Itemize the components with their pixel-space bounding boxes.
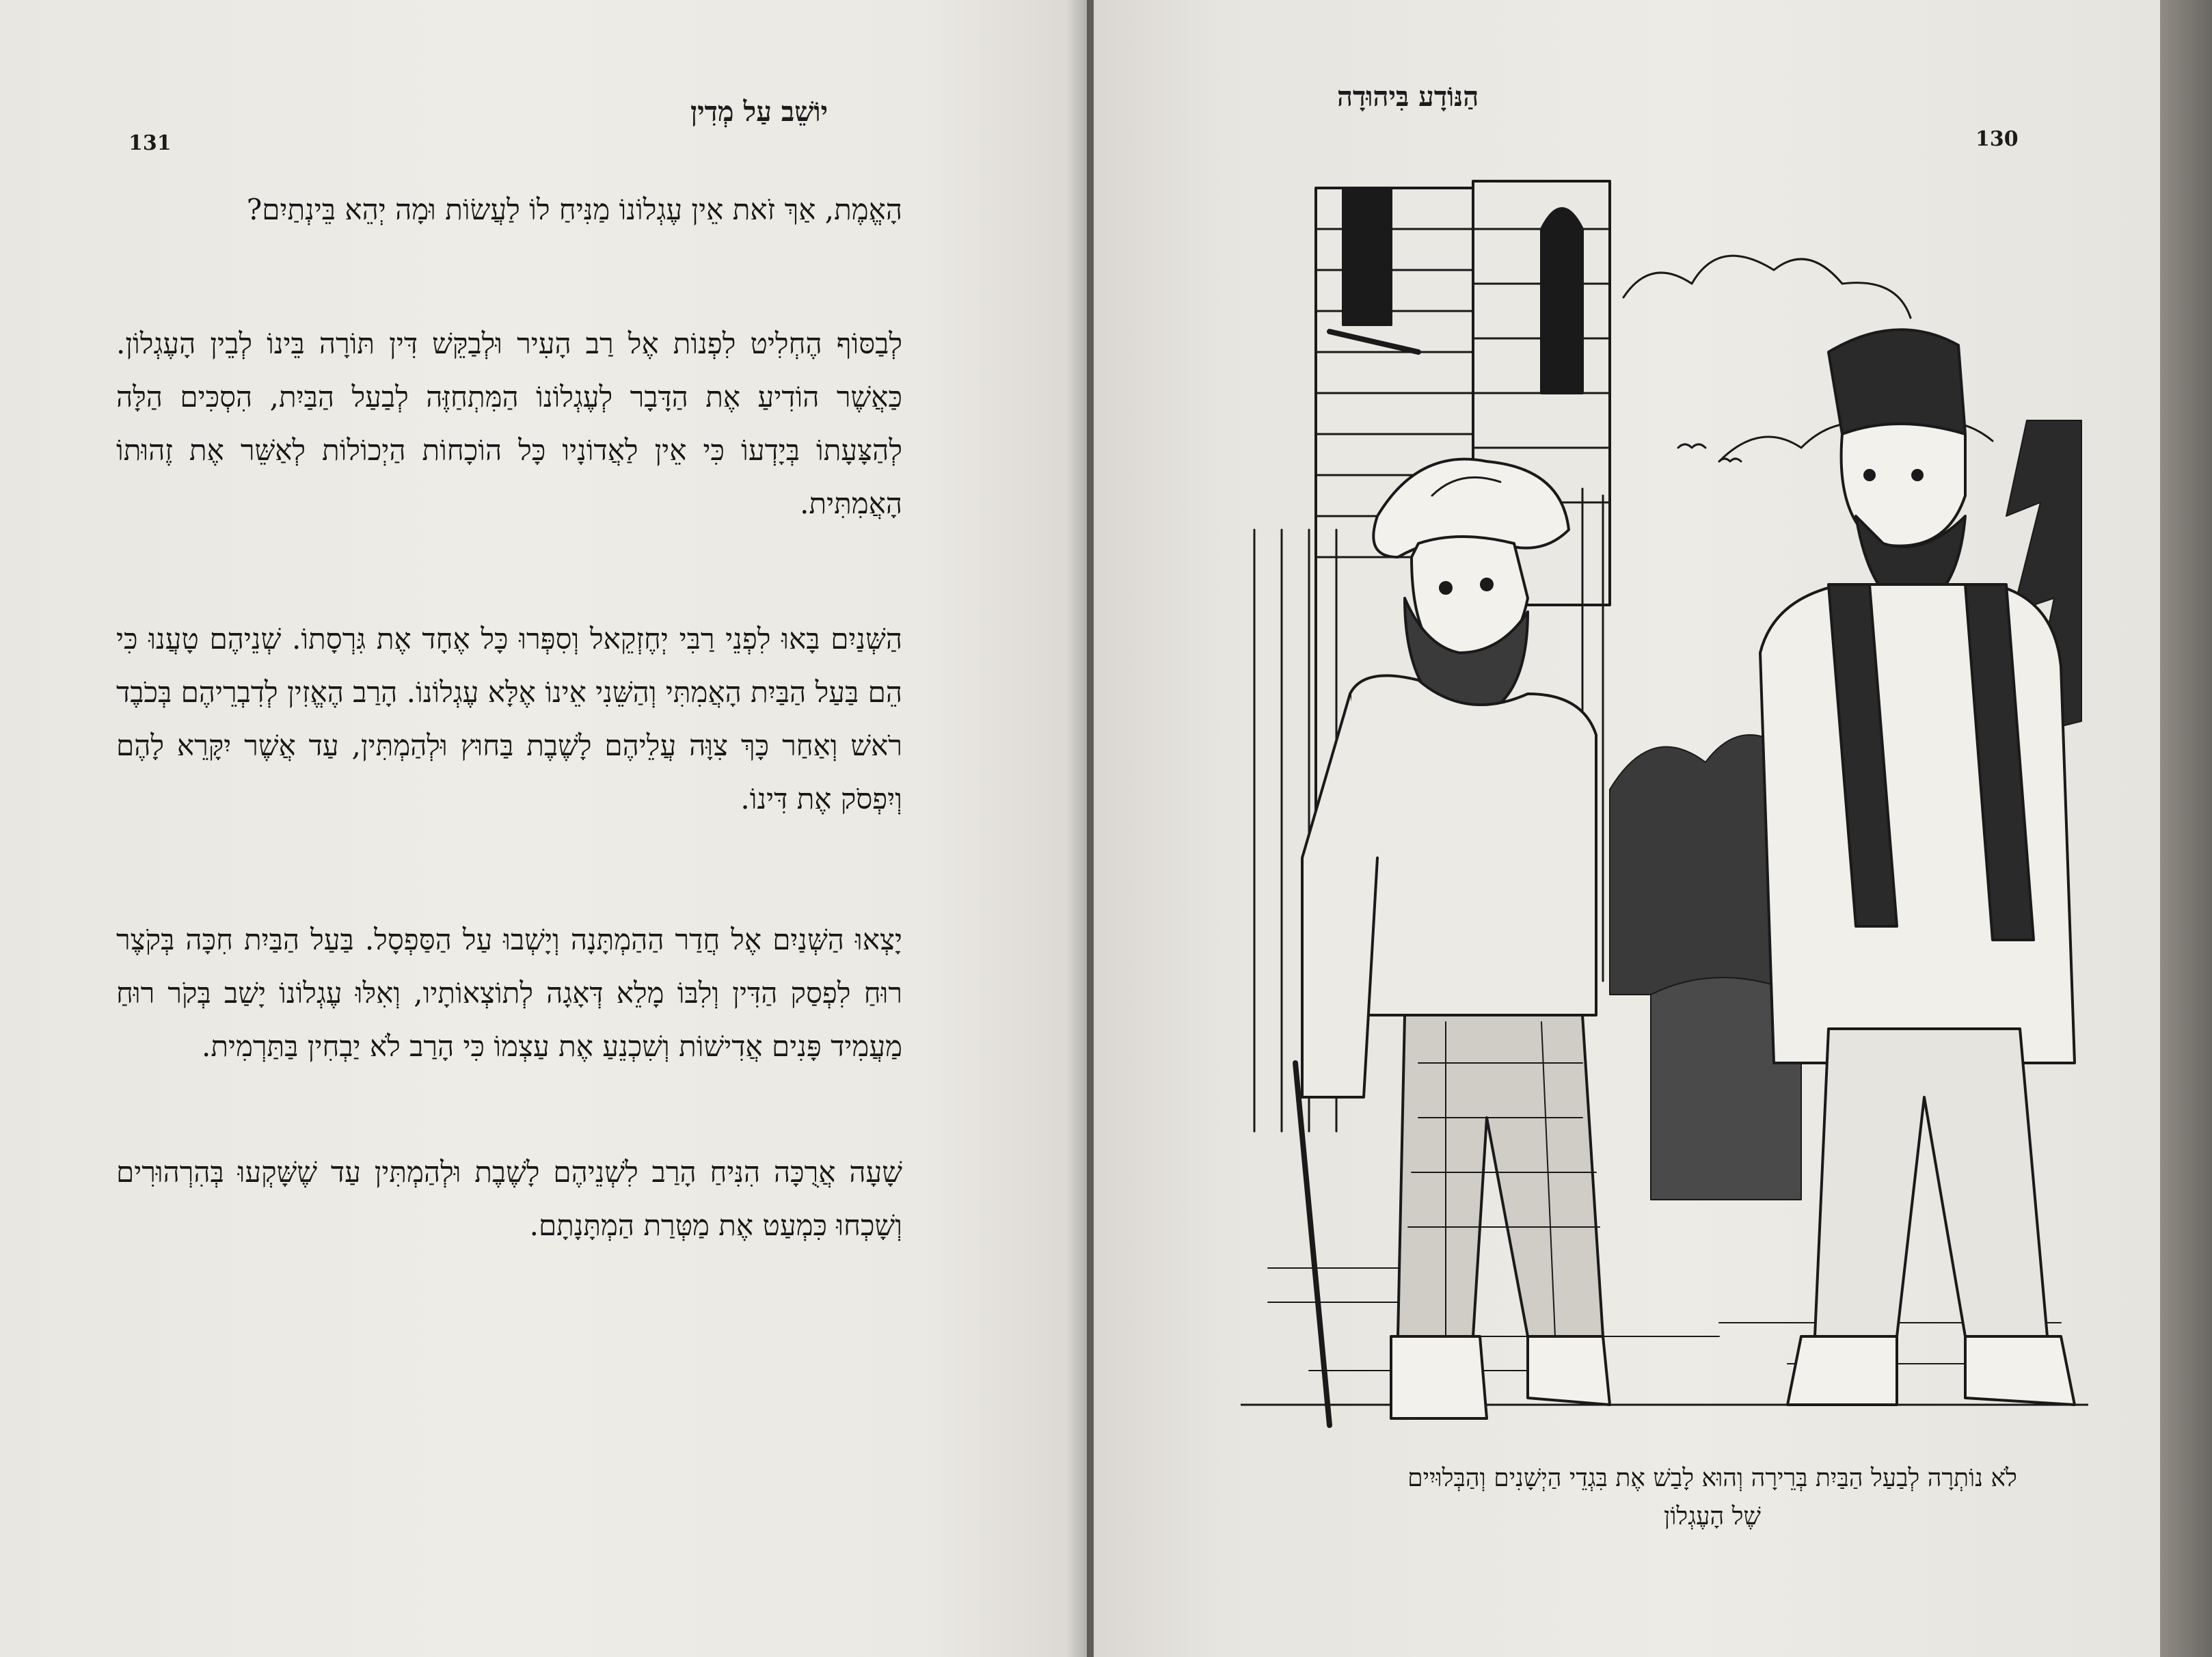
page-number-right: 130 bbox=[1975, 127, 2019, 151]
caption-line-2: שֶׁל הָעֶגְלוֹן bbox=[1664, 1503, 1761, 1531]
illustration-caption bbox=[1299, 1459, 2126, 1536]
paragraph-5 bbox=[116, 1146, 902, 1252]
body-text bbox=[116, 183, 902, 1252]
page-number-left: 131 bbox=[129, 131, 172, 155]
paragraph-1 bbox=[116, 183, 902, 237]
paragraph-3 bbox=[116, 612, 902, 826]
illustration-two-men bbox=[1241, 174, 2088, 1473]
paragraph-4 bbox=[116, 913, 902, 1073]
caption-line-1: לֹא נוֹתְרָה לְבַעַל הַבַּיִת בְּרֵירָה וְהוּא לָבַשׁ אֶת בִּגְדֵי הַיְשָׁנִים וְהַבְּלוּיִים bbox=[1407, 1464, 2017, 1492]
running-head-left: יוֹשֵׁב עַל מְדִין bbox=[690, 96, 828, 128]
book-edge bbox=[2160, 0, 2212, 1657]
paragraph-3-text: הַשְּׁנַיִם בָּאוּ לִפְנֵי רַבִּי יְחֶזְקֵאל וְסִפְּרוּ כָּל אֶחָד אֶת גִּרְסָתוֹ. שְׁנֵיהֶם טָעֲנוּ כִּי הֵם בַּעַל הַבַּיִת הָאֲמִתִּי וְהַשֵּׁנִי אֵינוֹ אֶלָּא עֶגְלוֹנוֹ. הָרַב הֶאֱזִין לְדִבְרֵיהֶם בְּכֹבֶד רֹאשׁ וְאַחַר כָּךְ צִוָּה עֲלֵיהֶם לָשֶׁבֶת בַּחוּץ וּלְהַמְתִּין, עַד אֲשֶׁר יִקָּרֵא לָהֶם וְיִפְסֹק אֶת דִּינוֹ. bbox=[116, 622, 902, 816]
left-page bbox=[0, 0, 1087, 1657]
paragraph-2-text: לְבַסּוֹף הֶחְלִיט לִפְנוֹת אֶל רַב הָעִיר וּלְבַקֵּשׁ דִּין תּוֹרָה בֵּינוֹ לְבֵין הָעֶגְלוֹן. כַּאֲשֶׁר הוֹדִיעַ אֶת הַדָּבָר לְעֶגְלוֹנוֹ הַמִּתְחַזֶּה לְבַעַל הַבַּיִת, הִסְכִּים הַלָּה לְהַצָּעָתוֹ בְּיָדְעוֹ כִּי אֵין לַאֲדוֹנָיו כָּל הוֹכָחוֹת הַיְכוֹלוֹת לְאַשֵּׁר אֶת זֶהוּתוֹ הָאֲמִתִּית. bbox=[116, 327, 902, 520]
paragraph-2 bbox=[116, 317, 902, 530]
paragraph-5-text: שָׁעָה אֲרֻכָּה הִנִּיחַ הָרַב לִשְׁנֵיהֶם לָשֶׁבֶת וּלְהַמְתִּין עַד שֶׁשָּׁקְעוּ בְּהִרְהוּרִים וְשָׁכְחוּ כִּמְעַט אֶת מַטְּרַת הַמְתָּנָתָם. bbox=[116, 1155, 902, 1242]
paragraph-1-text: הָאֱמֶת, אַךְ זֹאת אֵין עֶגְלוֹנוֹ מַנִּיחַ לוֹ לַעֲשׂוֹת וּמָה יְהֵא בֵּינְתַיִם? bbox=[246, 193, 902, 226]
running-head-right: הַנּוֹדָע בִּיהוּדָה bbox=[1337, 81, 1479, 113]
paragraph-4-text: יָצְאוּ הַשְּׁנַיִם אֶל חֲדַר הַהַמְתָּנָה וְיָשְׁבוּ עַל הַסַּפְסָל. בַּעַל הַבַּיִת חִכָּה בְּקֹצֶר רוּחַ לִפְסַק הַדִּין וְלִבּוֹ מָלֵא דְּאָגָה לְתוֹצְאוֹתָיו, וְאִלּוּ עֶגְלוֹנוֹ יָשַׁב בְּקֹר רוּחַ מַעֲמִיד פָּנִים אֲדִישׁוֹת וְשִׁכְנֵעַ אֶת עַצְמוֹ כִּי הָרַב לֹא יַבְחִין בַּתַּרְמִית. bbox=[116, 923, 902, 1063]
